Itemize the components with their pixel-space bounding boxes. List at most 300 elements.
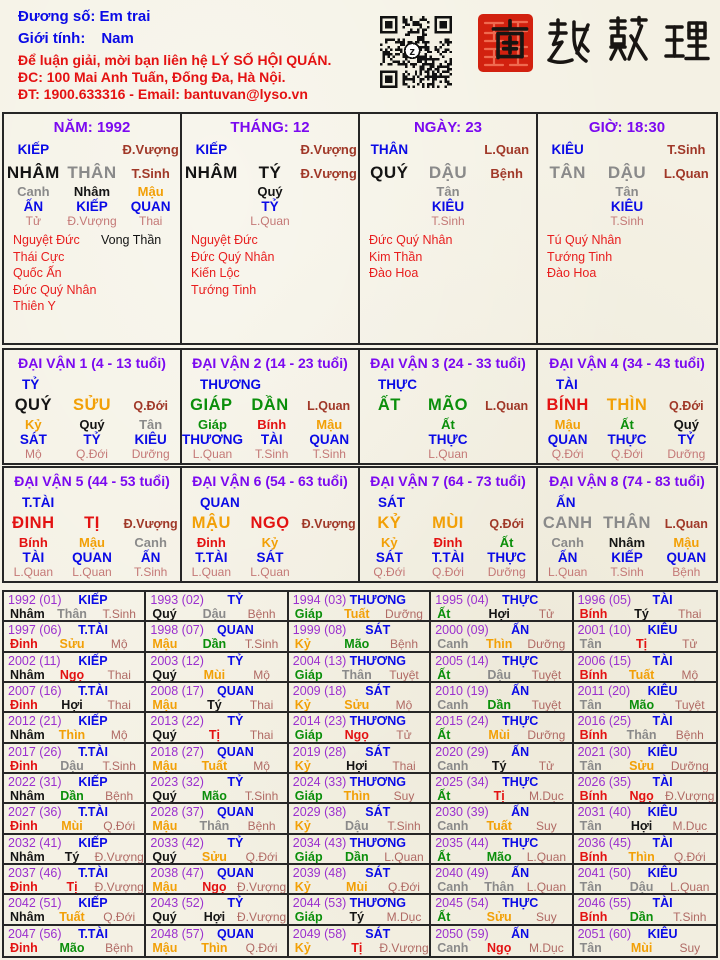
year-god: ẤN [511, 866, 530, 880]
year-label: 2038 (47) [150, 866, 204, 880]
year-stem: Bính [579, 607, 608, 621]
year-god: SÁT [365, 623, 391, 638]
calligraphy-nam-icon [487, 15, 533, 65]
star-name: Tú Quý Nhân [547, 233, 622, 247]
year-label: 2049 (58) [292, 926, 347, 941]
year-line1 [146, 654, 286, 668]
hidden-stem-col [477, 536, 536, 579]
year-branch: Tý [349, 910, 365, 925]
year-label: 2031 (40) [577, 805, 632, 820]
year-line2 [289, 728, 429, 742]
year-cell [574, 895, 716, 925]
year-stem: Đinh [10, 880, 38, 894]
year-label: 2041 (50) [577, 866, 632, 880]
year-label: 2035 (44) [435, 835, 489, 850]
pillar-stage: T.Sinh [131, 166, 170, 181]
daivan-branch: NGỌ [250, 514, 290, 532]
year-stem: Canh [437, 758, 469, 773]
year-cell [289, 683, 431, 713]
year-stem: Kỷ [294, 880, 311, 894]
hidden-stage: T.Sinh [610, 565, 644, 579]
year-line1 [289, 896, 429, 910]
year-label: 1993 (02) [150, 593, 204, 607]
year-stem: Quý [152, 728, 177, 743]
year-god: TỶ [227, 653, 244, 668]
star-name: Thiên Y [13, 299, 56, 313]
year-cell [146, 926, 288, 956]
hidden-stage: T.Sinh [312, 447, 346, 461]
pillar-god-row [538, 142, 716, 157]
year-stage: Mộ [253, 758, 270, 773]
year-stage: Mộ [253, 667, 270, 682]
hidden-stem-col [63, 185, 122, 228]
year-line2 [4, 850, 144, 864]
hidden-god: THỰC [487, 550, 527, 565]
daivan-5 [4, 468, 182, 581]
year-label: 2048 (57) [150, 926, 204, 941]
year-cell [146, 683, 288, 713]
year-line2 [4, 698, 144, 712]
year-stem: Quý [152, 789, 177, 803]
hidden-god: ẤN [140, 550, 161, 565]
year-branch: Tuất [201, 758, 228, 773]
daivan-stage: L.Quan [664, 517, 708, 531]
pillar-stars [547, 232, 713, 282]
year-label: 2023 (32) [150, 775, 204, 789]
pillar-branch: DẬU [428, 163, 468, 182]
pillar-stars [369, 232, 533, 282]
year-cell [4, 713, 146, 743]
year-label: 1999 (08) [292, 623, 347, 638]
year-stage: Q.Đới [245, 940, 278, 955]
hidden-stage: L.Quan [192, 447, 233, 461]
year-branch: Tuất [628, 667, 655, 682]
hidden-stage: Dưỡng [131, 447, 170, 461]
year-stage: M.Dục [386, 910, 422, 925]
year-line2 [431, 759, 571, 773]
daivan-row-2 [2, 466, 718, 583]
hidden-stem-col [4, 185, 63, 228]
daivan-branch: TỊ [84, 514, 100, 532]
year-line1 [289, 805, 429, 819]
year-line1 [289, 745, 429, 759]
daivan-hidden-stems [360, 536, 536, 579]
year-branch: Thìn [343, 789, 370, 803]
year-line2 [4, 910, 144, 924]
pillar-stars [13, 232, 177, 315]
year-cell [146, 744, 288, 774]
year-line1 [431, 836, 571, 850]
year-cell [431, 926, 573, 956]
calligraphy-ly-icon [660, 16, 710, 66]
year-branch: Ngọ [202, 880, 227, 894]
pillar-stem: TÂN [549, 163, 586, 182]
year-stem: Đinh [10, 637, 38, 652]
daivan-branch: MÃO [427, 396, 468, 414]
year-line1 [4, 805, 144, 819]
year-branch: Ngọ [629, 789, 654, 803]
year-cell [574, 622, 716, 652]
year-stem: Nhâm [10, 910, 45, 925]
year-line2 [574, 819, 716, 833]
year-stage: Mộ [110, 637, 128, 652]
hidden-god: TÀI [22, 550, 45, 565]
year-stage: Thai [249, 728, 274, 743]
hidden-stem-col [360, 536, 419, 579]
year-stage: Đ.Vượng [379, 940, 429, 955]
daivan-title: ĐẠI VẬN 7 (64 - 73 tuổi) [370, 473, 526, 489]
year-line2 [146, 637, 286, 651]
year-god: KIẾP [78, 775, 108, 789]
pillar-branch: THÂN [67, 163, 117, 182]
hidden-stage: L.Quan [250, 565, 290, 579]
hidden-stem-col [182, 536, 241, 579]
year-line2 [146, 668, 286, 682]
daivan-stem: KỶ [377, 514, 402, 532]
year-stage: Thai [107, 698, 131, 712]
year-line2 [289, 637, 429, 651]
daivan-main-row [538, 396, 716, 415]
year-cell [431, 653, 573, 683]
year-branch: Dần [487, 698, 511, 712]
year-line1 [146, 805, 286, 819]
stars-list [547, 232, 713, 282]
year-line2 [431, 850, 571, 864]
header [0, 0, 720, 110]
year-line1 [431, 745, 571, 759]
pillar-branch: TÝ [258, 163, 282, 182]
year-branch: Mùi [61, 819, 83, 834]
year-line2 [146, 941, 286, 955]
year-stage: Bệnh [105, 940, 134, 955]
year-line1 [146, 896, 286, 910]
year-cell [289, 713, 431, 743]
pillar-hidden-stems [538, 185, 716, 228]
year-cell [289, 804, 431, 834]
pillar-stars [191, 232, 355, 298]
year-label: 1994 (03) [292, 593, 347, 607]
year-branch: Tuất [344, 607, 370, 621]
year-label: 1995 (04) [435, 593, 489, 607]
year-stage: Tử [396, 728, 412, 743]
year-cell [289, 835, 431, 865]
year-cell [146, 592, 288, 622]
hidden-stem: Đinh [433, 535, 463, 550]
year-cell [146, 653, 288, 683]
year-god: T.TÀI [78, 866, 108, 880]
daivan-1 [4, 350, 182, 463]
year-line2 [146, 850, 286, 864]
daivan-branch: SỬU [72, 396, 112, 414]
year-god: THỰC [502, 835, 539, 850]
year-stage: Mộ [681, 667, 699, 682]
pillar-branch: DẬU [607, 163, 647, 182]
year-stem: Ất [437, 910, 451, 925]
year-line2 [146, 759, 286, 773]
hidden-stem: Canh [17, 184, 50, 199]
year-stage: Mộ [110, 728, 128, 743]
year-label: 1996 (05) [577, 593, 632, 607]
year-line2 [146, 728, 286, 742]
hidden-god: THỰC [607, 432, 647, 447]
year-line1 [574, 836, 716, 850]
year-god: TÀI [652, 896, 673, 911]
year-line1 [289, 654, 429, 668]
hidden-stage: T.Sinh [255, 447, 289, 461]
pillar-god: THÂN [370, 142, 409, 157]
year-stem: Giáp [294, 607, 323, 621]
hidden-god: TÀI [260, 432, 283, 447]
year-stem: Tân [579, 637, 602, 652]
daivan-stem: GIÁP [190, 396, 233, 414]
year-stem: Nhâm [10, 789, 45, 803]
year-label: 2030 (39) [435, 805, 489, 820]
hidden-stem-col [182, 418, 243, 461]
hidden-stage: Mộ [24, 447, 42, 461]
daivan-main-row [182, 396, 358, 415]
year-label: 2043 (52) [150, 896, 204, 911]
year-stage: Q.Đới [103, 819, 136, 834]
year-line1 [574, 623, 716, 637]
year-line2 [289, 850, 429, 864]
stars-list [191, 232, 355, 298]
star-name: Nguyệt Đức [13, 233, 80, 247]
daivan-main-row [360, 396, 536, 415]
hidden-stem: Đinh [196, 535, 226, 550]
hidden-god: QUAN [666, 550, 707, 565]
year-god: KIẾP [78, 714, 108, 729]
star-name: Tướng Tinh [547, 249, 613, 264]
year-label: 2047 (56) [8, 926, 62, 941]
daivan-title: ĐẠI VẬN 3 (24 - 33 tuổi) [370, 355, 526, 371]
year-line1 [431, 654, 571, 668]
year-line1 [574, 745, 716, 759]
year-god: TÀI [652, 593, 673, 607]
daivan-god: TÀI [556, 377, 578, 392]
year-cell [431, 895, 573, 925]
hidden-stage: Q.Đới [611, 447, 643, 461]
daivan-stage: Đ.Vượng [123, 517, 178, 531]
pillar-god: KIÊU [551, 142, 584, 157]
hidden-stem-col [300, 418, 358, 461]
year-branch: Tý [207, 698, 222, 712]
year-stem: Giáp [294, 667, 323, 682]
year-label: 2025 (34) [435, 775, 489, 789]
daivan-branch: THÂN [603, 514, 651, 532]
year-god: THƯƠNG [349, 775, 407, 789]
hidden-god: QUAN [72, 550, 112, 565]
year-branch: Dậu [629, 880, 654, 894]
year-branch: Ngọ [59, 667, 85, 682]
hidden-god: QUAN [309, 432, 350, 447]
year-cell [574, 744, 716, 774]
pillar-main-row [4, 163, 180, 183]
year-stem: Ất [437, 607, 451, 621]
hidden-god: T.TÀI [195, 550, 228, 565]
year-stem: Tân [579, 880, 602, 894]
year-cell [289, 926, 431, 956]
year-stem: Đinh [10, 698, 38, 712]
hidden-stem-col [4, 418, 63, 461]
daivan-god: T.TÀI [22, 495, 55, 510]
hidden-god: T.TÀI [431, 550, 465, 565]
hidden-stem-col [657, 536, 716, 579]
year-label: 2012 (21) [8, 714, 62, 729]
year-branch: Tý [64, 849, 80, 864]
hidden-stem-col [477, 185, 536, 228]
year-label: 2045 (54) [435, 896, 489, 911]
person-label: Đương số: [18, 8, 96, 25]
year-stage: L.Quan [670, 880, 710, 894]
hidden-stem-col [121, 418, 180, 461]
year-stem: Bính [579, 789, 608, 803]
hidden-stage: L.Quan [72, 565, 112, 579]
year-line1 [289, 836, 429, 850]
year-cell [431, 622, 573, 652]
year-stem: Đinh [10, 758, 38, 773]
contact-line-1: Để luận giải, mời bạn liên hệ LÝ SỐ HỘI QUÁN. [18, 52, 332, 68]
year-label: 2032 (41) [8, 835, 62, 850]
daivan-title: ĐẠI VẬN 4 (34 - 43 tuổi) [549, 355, 705, 371]
daivan-main-row [4, 514, 180, 533]
hidden-god: TỶ [261, 199, 279, 214]
year-line2 [4, 819, 144, 833]
hidden-stage: L.Quan [547, 565, 588, 579]
year-label: 2010 (19) [435, 684, 489, 698]
daivan-title: ĐẠI VẬN 6 (54 - 63 tuổi) [192, 473, 348, 489]
year-branch: Mùi [630, 940, 653, 955]
hidden-stem-col [121, 536, 180, 579]
hidden-stem-col [597, 185, 656, 228]
hidden-stem-col [477, 418, 536, 461]
year-cell [431, 744, 573, 774]
year-stage: Dưỡng [385, 607, 423, 621]
pillar-main-row [538, 163, 716, 183]
hidden-stem: Tân [436, 184, 460, 199]
hidden-stage: T.Sinh [133, 565, 168, 579]
hidden-god: SÁT [19, 432, 47, 447]
year-stem: Mậu [152, 758, 178, 773]
year-line2 [4, 941, 144, 955]
year-branch: Dậu [487, 667, 511, 682]
year-cell [431, 865, 573, 895]
hidden-god: SÁT [256, 550, 284, 565]
year-stem: Quý [152, 910, 177, 925]
year-stage: T.Sinh [244, 637, 279, 652]
star-name: Kim Thần [369, 249, 423, 264]
year-label: 2036 (45) [577, 835, 632, 850]
year-branch: Hợi [488, 607, 510, 621]
year-stage: Tuyệt [389, 667, 419, 682]
year-line2 [574, 728, 716, 742]
hidden-stage: Q.Đới [76, 447, 108, 461]
daivan-stage: Q.Đới [669, 399, 704, 413]
hidden-stem-col [241, 185, 300, 228]
hidden-god: KIÊU [610, 199, 644, 214]
year-label: 2026 (35) [577, 775, 632, 789]
year-stage: M.Dục [529, 789, 564, 803]
year-label: 2007 (16) [8, 684, 62, 698]
year-stage: Dưỡng [670, 758, 709, 773]
year-stem: Kỷ [294, 698, 311, 712]
year-line1 [289, 684, 429, 698]
year-stem: Canh [437, 698, 469, 712]
year-branch: Thân [626, 728, 657, 743]
year-label: 2014 (23) [292, 714, 347, 729]
hidden-stem-col [182, 185, 241, 228]
year-stage: Đ.Vượng [236, 910, 287, 925]
year-stem: Mậu [152, 698, 178, 712]
year-god: QUAN [216, 684, 254, 698]
hidden-god: QUAN [547, 432, 588, 447]
year-label: 2011 (20) [577, 684, 631, 698]
year-line2 [431, 789, 571, 803]
year-line2 [289, 910, 429, 924]
calligraphy-viet-icon [543, 17, 593, 67]
year-stage: M.Dục [672, 819, 708, 834]
year-stage: T.Sinh [673, 910, 707, 925]
year-cell [574, 774, 716, 804]
daivan-8 [538, 468, 716, 581]
year-line2 [574, 880, 716, 894]
year-stem: Kỷ [294, 940, 311, 955]
hidden-stem-col [597, 536, 656, 579]
year-cell [289, 592, 431, 622]
hidden-stem-col [657, 418, 716, 461]
pillars-row [2, 112, 718, 345]
year-line1 [4, 866, 144, 880]
year-line2 [4, 880, 144, 894]
year-god: ẤN [511, 623, 530, 638]
year-label: 2042 (51) [8, 896, 62, 911]
year-line2 [431, 728, 571, 742]
year-god: TÀI [652, 775, 673, 789]
year-branch: Tuất [59, 910, 85, 925]
year-cell [574, 592, 716, 622]
daivan-stage: L.Quan [485, 399, 529, 413]
year-stem: Canh [437, 637, 469, 652]
daivan-hidden-stems [4, 536, 180, 579]
hidden-stage: Đ.Vượng [67, 214, 117, 228]
year-line1 [574, 896, 716, 910]
year-branch: Thân [57, 607, 87, 621]
hidden-stage: Dưỡng [487, 565, 526, 579]
year-cell [574, 865, 716, 895]
hidden-stem: Mậu [554, 417, 581, 432]
year-cell [574, 804, 716, 834]
year-line1 [574, 654, 716, 668]
year-branch: Mão [344, 637, 370, 652]
year-branch: Tị [636, 637, 648, 652]
year-label: 2018 (27) [150, 744, 204, 759]
year-label: 2027 (36) [8, 805, 62, 820]
year-stage: Bệnh [247, 607, 276, 621]
hidden-stem: Ất [499, 535, 514, 550]
year-line2 [146, 789, 286, 803]
year-stage: Q.Đới [103, 910, 136, 925]
year-god: THƯƠNG [349, 653, 407, 668]
year-cell [431, 713, 573, 743]
year-god: T.TÀI [78, 684, 108, 698]
hidden-stem: Giáp [198, 417, 227, 432]
hidden-stage: T.Sinh [431, 214, 465, 228]
year-god: KIẾP [78, 835, 108, 850]
year-stem: Nhâm [10, 667, 45, 682]
person-line [18, 8, 150, 25]
year-label: 2016 (25) [577, 714, 632, 729]
year-stage: Đ.Vượng [94, 849, 144, 864]
year-cell [146, 835, 288, 865]
